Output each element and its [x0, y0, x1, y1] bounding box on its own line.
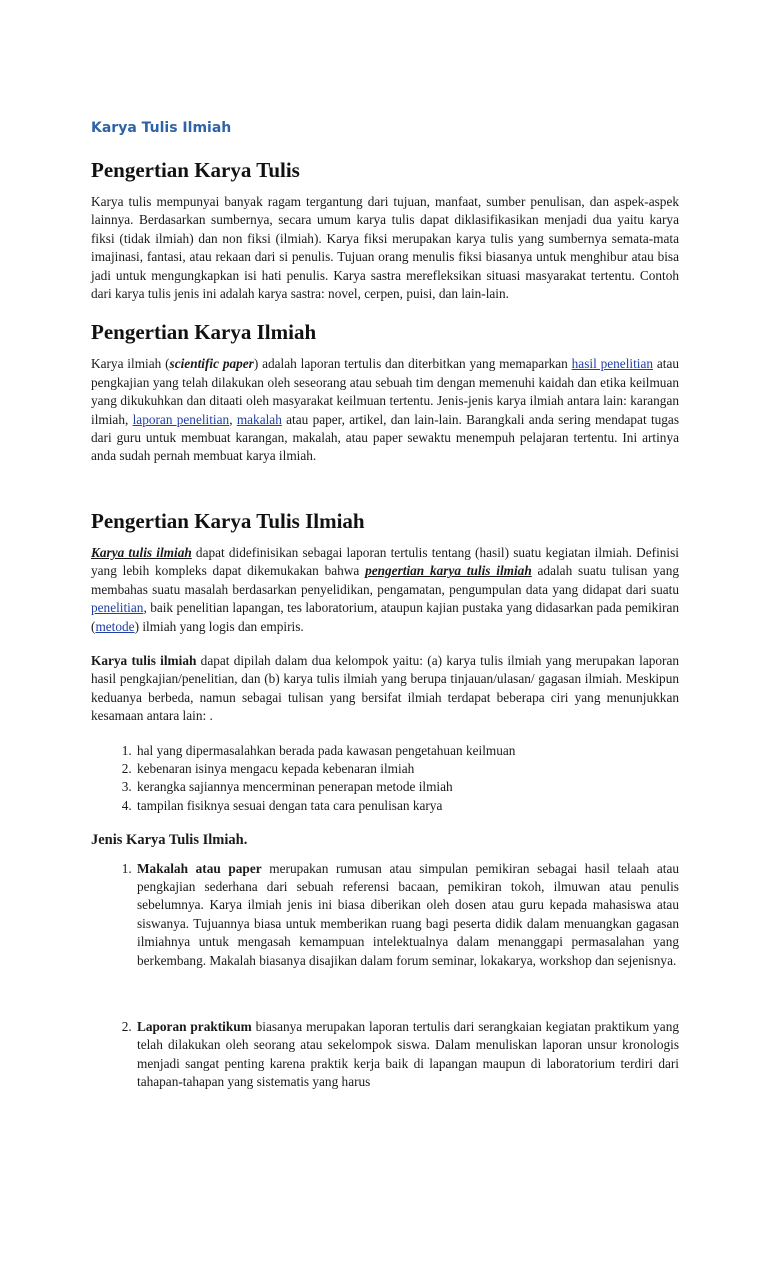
heading-pengertian-karya-ilmiah: Pengertian Karya Ilmiah	[91, 320, 317, 345]
paragraph-definisi-kti	[91, 544, 679, 636]
document-page	[91, 118, 679, 1092]
text-span: dapat didefinisikan sebagai laporan tertulis tentang (hasil) suatu kegiatan ilmiah. Definisi yang lebih kompleks dapat dikemukakan bahwa	[91, 544, 679, 579]
list-item: 4. tampilan fisiknya sesuai dengan tata cara penulisan karya	[135, 797, 679, 815]
link-laporan-penelitian[interactable]: laporan penelitian	[132, 411, 230, 427]
list-item: 3. kerangka sajiannya mencerminan penerapan metode ilmiah	[135, 778, 679, 796]
text-span: ,	[229, 411, 237, 427]
text-span: , baik penelitian lapangan, tes laboratorium, ataupun kajian pustaka yang didasarkan pada pemikiran (	[91, 600, 679, 634]
jenis-list	[91, 860, 679, 1092]
heading-pengertian-karya-tulis-ilmiah: Pengertian Karya Tulis Ilmiah	[91, 508, 365, 533]
heading-jenis-kti: Jenis Karya Tulis Ilmiah.	[91, 832, 248, 849]
paragraph-karya-tulis: Karya tulis mempunyai banyak ragam tergantung dari tujuan, manfaat, sumber penulisan, dan aspek-aspek lainnya. Berdasarkan sumbernya, secara umum karya tulis dapat diklasifikasikan menjadi dua yaitu karya fiksi (tidak ilmiah) dan non fiksi (ilmiah). Karya fiksi merupakan karya tulis yang sumbernya semata-mata imajinasi, fantasi, atau rekaan dari si penulis. Tujuan orang menulis fiksi biasanya untuk menghibur atau bisa jadi untuk mengungkapkan isi hati penulis. Karya sastra merefleksikan situasi masyarakat tertentu. Contoh dari karya tulis jenis ini adalah karya sastra: novel, cerpen, puisi, dan lain-lain.	[91, 194, 679, 302]
heading-pengertian-karya-tulis: Pengertian Karya Tulis	[91, 158, 300, 182]
list-item: 2. kebenaran isinya mengacu kepada kebenaran ilmiah	[135, 760, 679, 778]
text-span: atau pengkajian yang telah dilakukan oleh seseorang atau sebuah tim dengan memenuhi kaidah dan etika keilmuan yang dikukuhkan dan ditaati oleh masyarakat keilmuan tertentu. Jenis-jenis karya ilmiah antara lain: karangan ilmiah,	[91, 356, 679, 427]
text-span: dapat dipilah dalam dua kelompok yaitu: (a) karya tulis ilmiah yang merupakan laporan hasil pengkajian/penelitian, dan (b) karya tulis ilmiah yang berupa tinjauan/ulasan/ gagasan ilmiah. Meskipun keduanya berbeda, namun sebagai tulisan yang bersifat ilmiah terdapat beberapa ciri yang menunjukkan kesamaan antara lain: .	[91, 652, 680, 724]
link-makalah[interactable]: makalah	[236, 411, 282, 427]
text-span: biasanya merupakan laporan tertulis dari serangkaian kegiatan praktikum yang telah dilakukan oleh seorang atau sekelompok siswa. Dalam menuliskan laporan unsur kronologis menjadi sangat penting karena praktik kerja baik di lapangan maupun di laboratorium terdiri dari tahapan-tahapan yang sistematis yang harus	[137, 1019, 679, 1090]
term-karya-tulis-ilmiah: Karya tulis ilmiah	[91, 544, 192, 560]
bold-karya-tulis-ilmiah: Karya tulis ilmiah	[91, 652, 197, 668]
text-span: Karya ilmiah (	[91, 356, 170, 372]
text-span: ) ilmiah yang logis dan empiris.	[134, 618, 304, 634]
bold-term: Laporan praktikum	[137, 1019, 252, 1034]
ciri-list	[91, 742, 679, 816]
text-span: atau paper, artikel, dan lain-lain. Barangkali anda sering mendapat tugas dari guru untuk membuat karangan, makalah, atau paper sewaktu menempuh pelajaran tertentu. Ini artinya anda sudah pernah membuat karya ilmiah.	[91, 411, 680, 464]
document-title: Karya Tulis Ilmiah	[91, 120, 232, 136]
link-penelitian[interactable]: penelitian	[91, 600, 144, 616]
link-hasil-penelitian[interactable]: hasil penelitian	[571, 356, 654, 372]
paragraph-kelompok-kti	[91, 652, 679, 726]
text-span: adalah suatu tulisan yang membahas suatu masalah berdasarkan penyelidikan, pengamatan, pengumpulan data yang didapat dari suatu	[91, 563, 680, 597]
list-item: 1. hal yang dipermasalahkan berada pada kawasan pengetahuan keilmuan	[135, 742, 679, 760]
list-item-makalah	[135, 860, 679, 970]
link-metode[interactable]: metode	[95, 618, 135, 634]
list-item-laporan-praktikum	[135, 1018, 679, 1092]
text-span: merupakan rumusan atau simpulan pemikiran sebagai hasil telaah atau pengkajian sederhana dari sebuah referensi bacaan, pemikiran tokoh, ilmuwan atau penulis sebelumnya. Karya ilmiah jenis ini biasa diberikan oleh dosen atau guru kepada mahasiswa atau siswanya. Tujuannya biasa untuk memberikan ruang bagi peserta didik dalam menuangkan gagasan ilmiahnya untuk mengasah kemampuan intelektualnya dalam menanggapi permasalahan yang berkembang. Makalah biasanya disajikan dalam forum seminar, lokakarya, workshop dan sejenisnya.	[137, 860, 679, 968]
paragraph-karya-ilmiah	[91, 355, 679, 465]
bold-term: Makalah atau paper	[137, 860, 262, 876]
term-scientific-paper: scientific paper	[169, 356, 254, 372]
term-pengertian-kti: pengertian karya tulis ilmiah	[365, 563, 532, 579]
text-span: ) adalah laporan tertulis dan diterbitkan yang memaparkan	[253, 356, 572, 372]
